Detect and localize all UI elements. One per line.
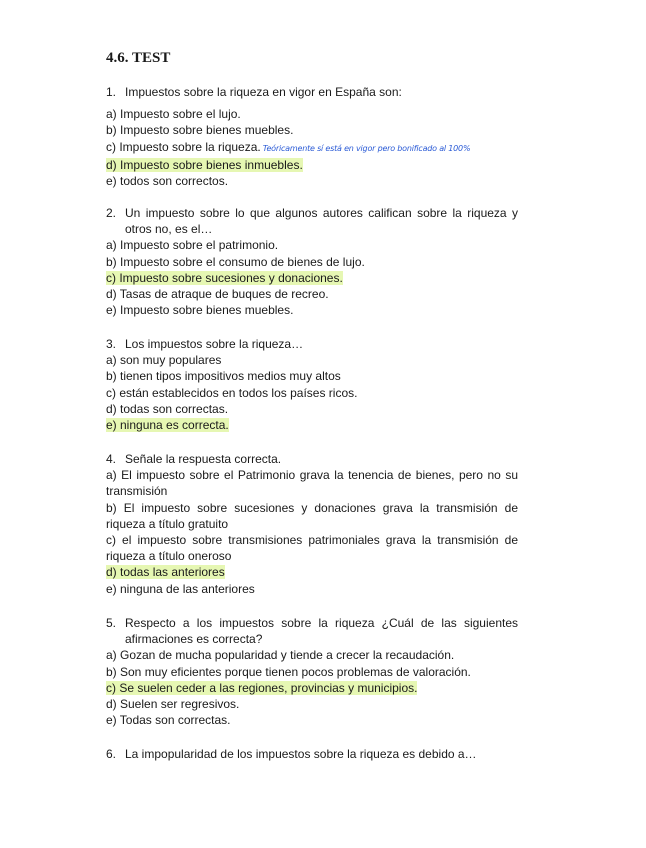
question-number: 1.	[106, 85, 117, 99]
question-6	[106, 746, 518, 762]
answer-option-highlighted	[106, 680, 518, 696]
answer-option-with-note	[106, 139, 518, 157]
question-text: Los impuestos sobre la riqueza…	[125, 337, 304, 351]
answer-highlight: c) Impuesto sobre sucesiones y donaciones.	[106, 270, 343, 285]
answer-option-text: c) Impuesto sobre la riqueza.	[106, 139, 261, 154]
answer-option: c) están establecidos en todos los países ricos.	[106, 385, 358, 400]
question-2	[106, 205, 518, 318]
answer-option: b) El impuesto sobre sucesiones y donaciones grava la transmisión de riqueza a título gratuito	[106, 500, 518, 531]
question-number: 6.	[106, 747, 117, 761]
answer-highlight: d) Impuesto sobre bienes inmuebles.	[106, 157, 303, 172]
answer-option: e) ninguna de las anteriores	[106, 581, 255, 596]
question-4	[106, 451, 518, 597]
question-number: 2.	[106, 206, 117, 220]
answer-option: b) Impuesto sobre el consumo de bienes de lujo.	[106, 254, 365, 269]
question-text: Respecto a los impuestos sobre la riqueza ¿Cuál de las siguientes afirmaciones es correcta?	[125, 616, 518, 647]
answer-option-highlighted	[106, 564, 518, 580]
question-stem	[106, 84, 518, 100]
question-text: Impuestos sobre la riqueza en vigor en España son:	[125, 85, 402, 99]
answer-option: c) el impuesto sobre transmisiones patrimoniales grava la transmisión de riqueza a título oneroso	[106, 533, 518, 564]
answer-option: d) todas son correctas.	[106, 401, 229, 416]
answer-option-highlighted	[106, 157, 518, 173]
question-text: La impopularidad de los impuestos sobre la riqueza es debido a…	[125, 747, 477, 761]
answer-option: a) Impuesto sobre el lujo.	[106, 107, 241, 122]
answer-highlight: d) todas las anteriores	[106, 565, 225, 580]
question-1	[106, 84, 518, 189]
question-number: 3.	[106, 337, 117, 351]
answer-option-highlighted	[106, 417, 518, 433]
handwritten-note: Teóricamente sí está en vigor pero bonificado al 100%	[262, 143, 471, 153]
answer-highlight: e) ninguna es correcta.	[106, 418, 229, 433]
question-stem	[106, 615, 518, 647]
answer-option: a) son muy populares	[106, 353, 222, 368]
question-number: 5.	[106, 616, 117, 630]
question-5	[106, 615, 518, 728]
answer-option: a) Gozan de mucha popularidad y tiende a crecer la recaudación.	[106, 648, 455, 663]
answer-option-highlighted	[106, 270, 518, 286]
question-stem	[106, 746, 518, 762]
answer-option: a) El impuesto sobre el Patrimonio grava la tenencia de bienes, pero no su transmisión	[106, 468, 518, 499]
question-stem	[106, 336, 518, 352]
answer-option: b) tienen tipos impositivos medios muy altos	[106, 369, 341, 384]
answer-option: d) Tasas de atraque de buques de recreo.	[106, 287, 329, 302]
question-stem	[106, 451, 518, 467]
page-title: 4.6. TEST	[106, 50, 171, 66]
answer-option: d) Suelen ser regresivos.	[106, 697, 240, 712]
answer-highlight: c) Se suelen ceder a las regiones, provincias y municipios.	[106, 680, 418, 695]
answer-option: b) Son muy eficientes porque tienen pocos problemas de valoración.	[106, 664, 471, 679]
question-3	[106, 336, 518, 433]
question-text: Señale la respuesta correcta.	[125, 452, 282, 466]
answer-option: e) Impuesto sobre bienes muebles.	[106, 303, 294, 318]
answer-option: b) Impuesto sobre bienes muebles.	[106, 123, 294, 138]
answer-option: e) Todas son correctas.	[106, 713, 231, 728]
question-stem	[106, 205, 518, 237]
question-text: Un impuesto sobre lo que algunos autores califican sobre la riqueza y otros no, es el…	[125, 206, 518, 237]
question-number: 4.	[106, 452, 117, 466]
answer-option: e) todos son correctos.	[106, 174, 229, 189]
answer-option: a) Impuesto sobre el patrimonio.	[106, 238, 279, 253]
